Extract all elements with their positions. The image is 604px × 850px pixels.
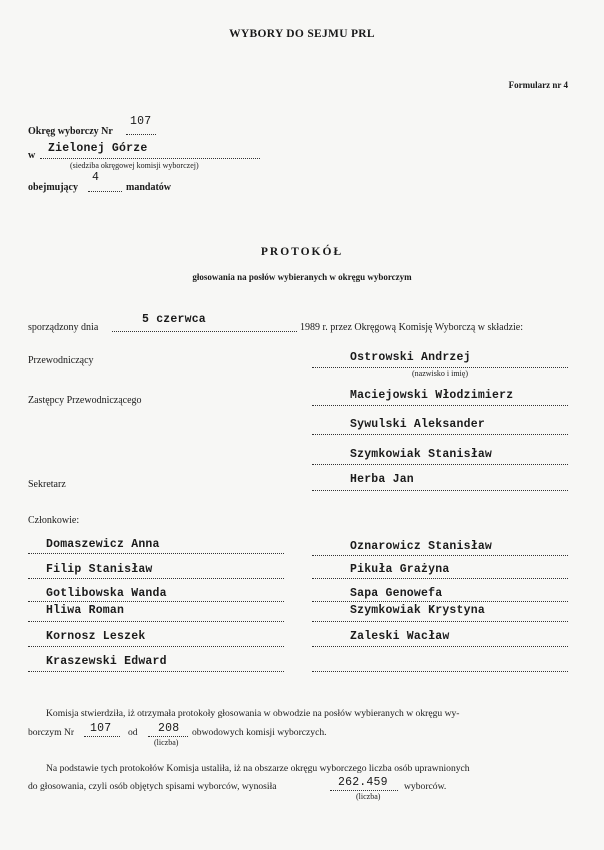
member-name: Kraszewski Edward	[46, 655, 167, 668]
member-name: Pikuła Grażyna	[350, 563, 450, 576]
secretary-line	[312, 490, 568, 491]
district-seat-caption: (siedziba okręgowej komisji wyborczej)	[70, 161, 199, 170]
mandates-number: 4	[92, 171, 100, 184]
member-name: Sapa Genowefa	[350, 587, 443, 600]
statement1-suffix: obwodowych komisji wyborczych.	[192, 727, 327, 738]
statement1-count-caption: (liczba)	[154, 738, 179, 747]
name-caption: (nazwisko i imię)	[412, 369, 468, 378]
chair-label: Przewodniczący	[28, 355, 94, 366]
deputy-label: Zastępcy Przewodniczącego	[28, 395, 142, 406]
protocol-heading: PROTOKÓŁ	[260, 246, 344, 258]
member-line	[312, 555, 568, 556]
statement2-voters-line	[330, 790, 398, 791]
secretary-name: Herba Jan	[350, 473, 414, 486]
statement1-line1: Komisja stwierdziła, iż otrzymała protokoły głosowania w obwodzie na posłów wybieranych w okręgu wy-	[46, 708, 460, 719]
member-line	[312, 578, 568, 579]
w-label: w	[28, 150, 36, 161]
member-line	[312, 646, 568, 647]
statement1-district-no: 107	[90, 722, 112, 735]
district-seat-line	[40, 158, 260, 159]
district-number-line	[126, 134, 156, 135]
covering-label: obejmujący	[28, 182, 78, 193]
deputy-name: Maciejowski Włodzimierz	[350, 389, 514, 402]
statement1-count: 208	[158, 722, 180, 735]
member-name: Oznarowicz Stanisław	[350, 540, 493, 553]
member-line	[28, 621, 284, 622]
member-line	[312, 671, 568, 672]
deputy-line	[312, 434, 568, 435]
form-number: Formularz nr 4	[508, 80, 568, 90]
deputy-name: Szymkowiak Stanisław	[350, 448, 493, 461]
deputy-name: Sywulski Aleksander	[350, 418, 485, 431]
chair-line	[312, 367, 568, 368]
district-label: Okręg wyborczy Nr	[28, 126, 113, 137]
statement2-prefix: do głosowania, czyli osób objętych spisami wyborców, wynosiła	[28, 781, 277, 792]
chair-name: Ostrowski Andrzej	[350, 351, 471, 364]
statement1-mid: od	[128, 727, 138, 738]
member-line	[28, 601, 284, 602]
member-line	[28, 646, 284, 647]
statement2-voters: 262.459	[338, 776, 388, 789]
deputy-line	[312, 405, 568, 406]
mandates-line	[88, 191, 122, 192]
district-number: 107	[130, 115, 152, 128]
statement2-suffix: wyborców.	[404, 781, 447, 792]
member-line	[312, 601, 568, 602]
member-name: Domaszewicz Anna	[46, 538, 160, 551]
member-name: Szymkowiak Krystyna	[350, 604, 485, 617]
district-seat: Zielonej Górze	[48, 142, 148, 155]
protocol-subheading: głosowania na posłów wybieranych w okręgu wyborczym	[192, 272, 412, 282]
show-through-text	[340, 170, 346, 181]
mandates-label: mandatów	[126, 182, 172, 193]
secretary-label: Sekretarz	[28, 479, 66, 490]
member-name: Kornosz Leszek	[46, 630, 146, 643]
deputy-line	[312, 464, 568, 465]
member-line	[28, 553, 284, 554]
member-name: Filip Stanisław	[46, 563, 153, 576]
statement1-district-no-line	[84, 736, 120, 737]
drawn-up-date-line	[112, 331, 297, 332]
statement2-voters-caption: (liczba)	[356, 792, 381, 801]
member-name: Hliwa Roman	[46, 604, 125, 617]
member-name: Zaleski Wacław	[350, 630, 450, 643]
member-name: Gotlibowska Wanda	[46, 587, 167, 600]
statement2-line1: Na podstawie tych protokołów Komisja ustaliła, iż na obszarze okręgu wyborczego liczba osób uprawnionych	[46, 763, 470, 774]
member-line	[28, 578, 284, 579]
members-label: Członkowie:	[28, 515, 80, 526]
document-title: WYBORY DO SEJMU PRL	[229, 28, 375, 40]
statement1-prefix: borczym Nr	[28, 727, 75, 738]
member-line	[312, 621, 568, 622]
drawn-up-suffix: 1989 r. przez Okręgową Komisję Wyborczą w składzie:	[300, 322, 524, 333]
drawn-up-date: 5 czerwca	[142, 313, 206, 326]
member-line	[28, 671, 284, 672]
statement1-count-line	[148, 736, 188, 737]
drawn-up-prefix: sporządzony dnia	[28, 322, 99, 333]
